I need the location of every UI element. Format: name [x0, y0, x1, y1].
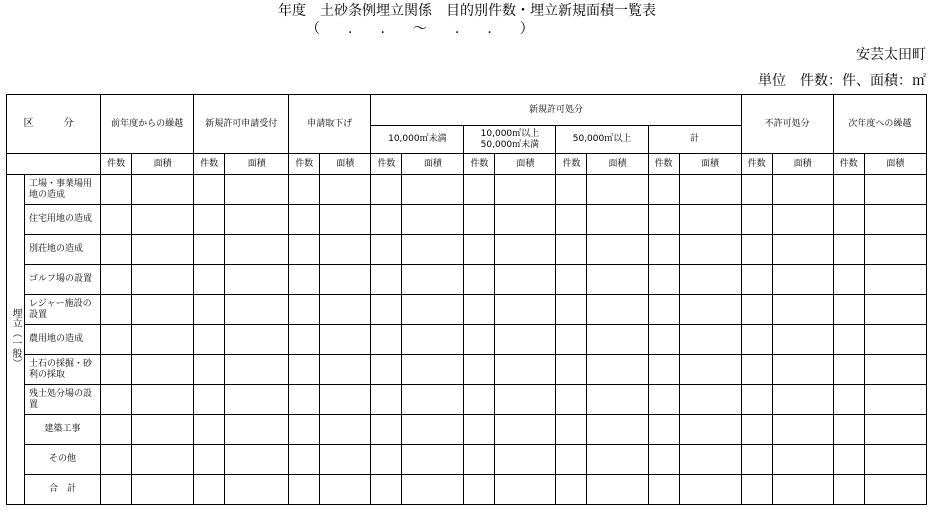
count-cell[interactable]: [741, 295, 772, 325]
count-cell[interactable]: [464, 205, 495, 235]
area-cell[interactable]: [225, 265, 289, 295]
area-cell[interactable]: [679, 325, 741, 355]
col-header-next-year: 次年度への繰越: [833, 95, 926, 154]
area-cell[interactable]: [587, 475, 648, 505]
col-header-size-over-50000: 50,000㎡以上: [556, 126, 648, 154]
area-cell[interactable]: [320, 475, 371, 505]
subheader-count: 件数: [556, 154, 587, 175]
count-cell[interactable]: [464, 325, 495, 355]
count-cell[interactable]: [741, 415, 772, 445]
count-cell[interactable]: [289, 415, 320, 445]
row-label: その他: [25, 445, 101, 475]
area-cell[interactable]: [864, 175, 926, 205]
subheader-area: 面積: [225, 154, 289, 175]
count-cell[interactable]: [556, 235, 587, 265]
subheader-area: 面積: [587, 154, 648, 175]
col-header-not-permitted: 不許可処分: [741, 95, 833, 154]
count-cell[interactable]: [194, 235, 225, 265]
area-cell[interactable]: [225, 325, 289, 355]
count-cell[interactable]: [371, 205, 402, 235]
area-cell[interactable]: [132, 475, 194, 505]
count-cell[interactable]: [833, 325, 864, 355]
summary-table: [6, 94, 927, 505]
table-row: [7, 325, 927, 355]
row-label: 住宅用地の造成: [25, 205, 101, 235]
count-cell[interactable]: [556, 265, 587, 295]
area-cell[interactable]: [772, 355, 833, 385]
count-cell[interactable]: [464, 415, 495, 445]
table-row: [7, 385, 927, 415]
count-cell[interactable]: [371, 325, 402, 355]
count-cell[interactable]: [741, 265, 772, 295]
count-cell[interactable]: [371, 265, 402, 295]
area-cell[interactable]: [402, 475, 464, 505]
area-cell[interactable]: [320, 385, 371, 415]
area-cell[interactable]: [495, 445, 556, 475]
count-cell[interactable]: [556, 325, 587, 355]
area-cell[interactable]: [225, 295, 289, 325]
count-cell[interactable]: [556, 475, 587, 505]
table-row: [7, 235, 927, 265]
count-cell[interactable]: [648, 205, 679, 235]
area-cell[interactable]: [495, 385, 556, 415]
period-range: （ . . ～ . . ）: [306, 21, 534, 37]
row-label: 建築工事: [25, 415, 101, 445]
area-cell[interactable]: [587, 415, 648, 445]
area-cell[interactable]: [402, 295, 464, 325]
table-row: [7, 445, 927, 475]
area-cell[interactable]: [132, 265, 194, 295]
count-cell[interactable]: [101, 415, 132, 445]
area-cell[interactable]: [402, 175, 464, 205]
count-cell[interactable]: [101, 385, 132, 415]
count-cell[interactable]: [556, 415, 587, 445]
count-cell[interactable]: [194, 175, 225, 205]
area-cell[interactable]: [772, 325, 833, 355]
count-cell[interactable]: [194, 355, 225, 385]
count-cell[interactable]: [833, 475, 864, 505]
area-cell[interactable]: [587, 205, 648, 235]
area-cell[interactable]: [132, 235, 194, 265]
area-cell[interactable]: [679, 445, 741, 475]
area-cell[interactable]: [320, 355, 371, 385]
area-cell[interactable]: [132, 445, 194, 475]
area-cell[interactable]: [679, 295, 741, 325]
subheader-count: 件数: [289, 154, 320, 175]
area-cell[interactable]: [495, 235, 556, 265]
area-cell[interactable]: [132, 295, 194, 325]
count-cell[interactable]: [464, 235, 495, 265]
row-label: 工場・事業場用地の造成: [25, 175, 101, 205]
document-title: 年度 土砂条例埋立関係 目的別件数・埋立新規面積一覧表: [278, 3, 656, 19]
count-cell[interactable]: [101, 355, 132, 385]
area-cell[interactable]: [864, 385, 926, 415]
subheader-count: 件数: [101, 154, 132, 175]
area-cell[interactable]: [320, 175, 371, 205]
table-row: [7, 415, 927, 445]
count-cell[interactable]: [833, 235, 864, 265]
area-cell[interactable]: [772, 475, 833, 505]
area-cell[interactable]: [402, 205, 464, 235]
area-cell[interactable]: [402, 235, 464, 265]
area-cell[interactable]: [864, 325, 926, 355]
subheader-area: 面積: [402, 154, 464, 175]
area-cell[interactable]: [772, 235, 833, 265]
area-cell[interactable]: [225, 235, 289, 265]
area-cell[interactable]: [587, 265, 648, 295]
area-cell[interactable]: [320, 235, 371, 265]
count-cell[interactable]: [101, 265, 132, 295]
area-cell[interactable]: [679, 355, 741, 385]
count-cell[interactable]: [289, 175, 320, 205]
count-cell[interactable]: [194, 415, 225, 445]
area-cell[interactable]: [132, 205, 194, 235]
count-cell[interactable]: [101, 325, 132, 355]
count-cell[interactable]: [289, 265, 320, 295]
row-label: ゴルフ場の設置: [25, 265, 101, 295]
area-cell[interactable]: [320, 445, 371, 475]
row-label: 土石の採掘・砂利の採取: [25, 355, 101, 385]
count-cell[interactable]: [741, 325, 772, 355]
count-cell[interactable]: [289, 235, 320, 265]
count-cell[interactable]: [556, 385, 587, 415]
count-cell[interactable]: [648, 475, 679, 505]
count-cell[interactable]: [741, 385, 772, 415]
col-header-subtotal: 計: [648, 126, 741, 154]
count-cell[interactable]: [464, 475, 495, 505]
area-cell[interactable]: [587, 385, 648, 415]
count-cell[interactable]: [833, 355, 864, 385]
count-cell[interactable]: [464, 295, 495, 325]
count-cell[interactable]: [648, 235, 679, 265]
area-cell[interactable]: [225, 355, 289, 385]
area-cell[interactable]: [495, 205, 556, 235]
area-cell[interactable]: [864, 265, 926, 295]
area-cell[interactable]: [772, 205, 833, 235]
row-label: 農用地の造成: [25, 325, 101, 355]
area-cell[interactable]: [320, 205, 371, 235]
count-cell[interactable]: [556, 205, 587, 235]
count-cell[interactable]: [101, 235, 132, 265]
count-cell[interactable]: [648, 445, 679, 475]
count-cell[interactable]: [101, 205, 132, 235]
area-cell[interactable]: [864, 355, 926, 385]
area-cell[interactable]: [772, 295, 833, 325]
count-cell[interactable]: [101, 295, 132, 325]
count-cell[interactable]: [556, 355, 587, 385]
subheader-area: 面積: [772, 154, 833, 175]
count-cell[interactable]: [464, 355, 495, 385]
subheader-count: 件数: [464, 154, 495, 175]
table-row: [7, 295, 927, 325]
subheader-area: 面積: [679, 154, 741, 175]
count-cell[interactable]: [464, 175, 495, 205]
count-cell[interactable]: [371, 415, 402, 445]
subheader-area: 面積: [132, 154, 194, 175]
col-header-new-applications: 新規許可申請受付: [194, 95, 289, 154]
total-label: 合 計: [25, 475, 101, 505]
area-cell[interactable]: [679, 385, 741, 415]
col-header-carryover: 前年度からの繰越: [101, 95, 194, 154]
count-cell[interactable]: [741, 445, 772, 475]
area-cell[interactable]: [402, 325, 464, 355]
count-cell[interactable]: [194, 385, 225, 415]
count-cell[interactable]: [194, 205, 225, 235]
count-cell[interactable]: [833, 415, 864, 445]
count-cell[interactable]: [371, 385, 402, 415]
area-cell[interactable]: [864, 415, 926, 445]
area-cell[interactable]: [864, 295, 926, 325]
area-cell[interactable]: [772, 445, 833, 475]
count-cell[interactable]: [289, 475, 320, 505]
subheader-area: 面積: [864, 154, 926, 175]
count-cell[interactable]: [371, 235, 402, 265]
table-row: [7, 175, 927, 205]
area-cell[interactable]: [495, 295, 556, 325]
count-cell[interactable]: [289, 295, 320, 325]
area-cell[interactable]: [772, 175, 833, 205]
area-cell[interactable]: [132, 175, 194, 205]
area-cell[interactable]: [587, 235, 648, 265]
count-cell[interactable]: [556, 445, 587, 475]
count-cell[interactable]: [741, 355, 772, 385]
area-cell[interactable]: [495, 175, 556, 205]
area-cell[interactable]: [587, 175, 648, 205]
table-row: [7, 355, 927, 385]
area-cell[interactable]: [225, 415, 289, 445]
count-cell[interactable]: [741, 175, 772, 205]
count-cell[interactable]: [371, 295, 402, 325]
town-name: 安芸太田町: [856, 47, 926, 63]
area-cell[interactable]: [587, 295, 648, 325]
area-cell[interactable]: [225, 475, 289, 505]
count-cell[interactable]: [556, 175, 587, 205]
area-cell[interactable]: [320, 265, 371, 295]
count-cell[interactable]: [741, 475, 772, 505]
area-cell[interactable]: [495, 355, 556, 385]
area-cell[interactable]: [402, 355, 464, 385]
area-cell[interactable]: [402, 415, 464, 445]
count-cell[interactable]: [648, 355, 679, 385]
subheader-count: 件数: [741, 154, 772, 175]
count-cell[interactable]: [833, 175, 864, 205]
area-cell[interactable]: [495, 475, 556, 505]
count-cell[interactable]: [101, 175, 132, 205]
area-cell[interactable]: [402, 265, 464, 295]
count-cell[interactable]: [741, 235, 772, 265]
count-cell[interactable]: [289, 385, 320, 415]
area-cell[interactable]: [772, 385, 833, 415]
count-cell[interactable]: [371, 355, 402, 385]
row-label: 別荘地の造成: [25, 235, 101, 265]
col-header-size-under-10000: 10,000㎡未満: [371, 126, 464, 154]
area-cell[interactable]: [225, 205, 289, 235]
count-cell[interactable]: [194, 475, 225, 505]
count-cell[interactable]: [194, 445, 225, 475]
subheader-blank: [7, 154, 101, 175]
area-cell[interactable]: [495, 265, 556, 295]
count-cell[interactable]: [648, 295, 679, 325]
count-cell[interactable]: [194, 295, 225, 325]
area-cell[interactable]: [402, 385, 464, 415]
row-label: レジャー施設の設置: [25, 295, 101, 325]
area-cell[interactable]: [132, 355, 194, 385]
count-cell[interactable]: [648, 325, 679, 355]
row-label: 残土処分場の設置: [25, 385, 101, 415]
count-cell[interactable]: [833, 385, 864, 415]
count-cell[interactable]: [833, 445, 864, 475]
count-cell[interactable]: [648, 175, 679, 205]
count-cell[interactable]: [194, 325, 225, 355]
area-cell[interactable]: [679, 235, 741, 265]
kubun-header: 区 分: [7, 95, 101, 154]
count-cell[interactable]: [101, 445, 132, 475]
count-cell[interactable]: [371, 175, 402, 205]
area-cell[interactable]: [679, 415, 741, 445]
area-cell[interactable]: [132, 385, 194, 415]
subheader-area: 面積: [320, 154, 371, 175]
subheader-count: 件数: [833, 154, 864, 175]
subheader-area: 面積: [495, 154, 556, 175]
area-cell[interactable]: [679, 265, 741, 295]
col-header-new-permits: 新規許可処分: [371, 95, 741, 126]
count-cell[interactable]: [648, 385, 679, 415]
area-cell[interactable]: [864, 205, 926, 235]
count-cell[interactable]: [464, 445, 495, 475]
count-cell[interactable]: [289, 445, 320, 475]
area-cell[interactable]: [864, 445, 926, 475]
table-row: [7, 205, 927, 235]
total-row: [7, 475, 927, 505]
col-header-withdrawn: 申請取下げ: [289, 95, 371, 154]
count-cell[interactable]: [194, 265, 225, 295]
area-cell[interactable]: [864, 475, 926, 505]
area-cell[interactable]: [679, 205, 741, 235]
count-cell[interactable]: [464, 385, 495, 415]
col-header-size-10000-50000: 10,000㎡以上 50,000㎡未満: [464, 126, 556, 154]
subheader-count: 件数: [194, 154, 225, 175]
area-cell[interactable]: [495, 415, 556, 445]
area-cell[interactable]: [495, 325, 556, 355]
count-cell[interactable]: [371, 445, 402, 475]
area-cell[interactable]: [320, 325, 371, 355]
count-cell[interactable]: [289, 205, 320, 235]
area-cell[interactable]: [772, 265, 833, 295]
count-cell[interactable]: [101, 475, 132, 505]
count-cell[interactable]: [741, 205, 772, 235]
area-cell[interactable]: [864, 235, 926, 265]
group-label: 埋立（一般）: [7, 175, 25, 505]
count-cell[interactable]: [556, 295, 587, 325]
count-cell[interactable]: [833, 205, 864, 235]
count-cell[interactable]: [464, 265, 495, 295]
area-cell[interactable]: [225, 175, 289, 205]
area-cell[interactable]: [772, 415, 833, 445]
count-cell[interactable]: [648, 265, 679, 295]
area-cell[interactable]: [587, 325, 648, 355]
area-cell[interactable]: [225, 445, 289, 475]
unit-note: 単位 件数：件、面積：㎡: [758, 73, 926, 89]
count-cell[interactable]: [289, 355, 320, 385]
area-cell[interactable]: [132, 325, 194, 355]
count-cell[interactable]: [833, 265, 864, 295]
area-cell[interactable]: [402, 445, 464, 475]
area-cell[interactable]: [132, 415, 194, 445]
count-cell[interactable]: [289, 325, 320, 355]
area-cell[interactable]: [587, 445, 648, 475]
area-cell[interactable]: [225, 385, 289, 415]
table-row: [7, 265, 927, 295]
area-cell[interactable]: [587, 355, 648, 385]
count-cell[interactable]: [833, 295, 864, 325]
subheader-count: 件数: [371, 154, 402, 175]
count-cell[interactable]: [648, 415, 679, 445]
area-cell[interactable]: [679, 475, 741, 505]
area-cell[interactable]: [679, 175, 741, 205]
area-cell[interactable]: [320, 295, 371, 325]
count-cell[interactable]: [371, 475, 402, 505]
subheader-count: 件数: [648, 154, 679, 175]
area-cell[interactable]: [320, 415, 371, 445]
